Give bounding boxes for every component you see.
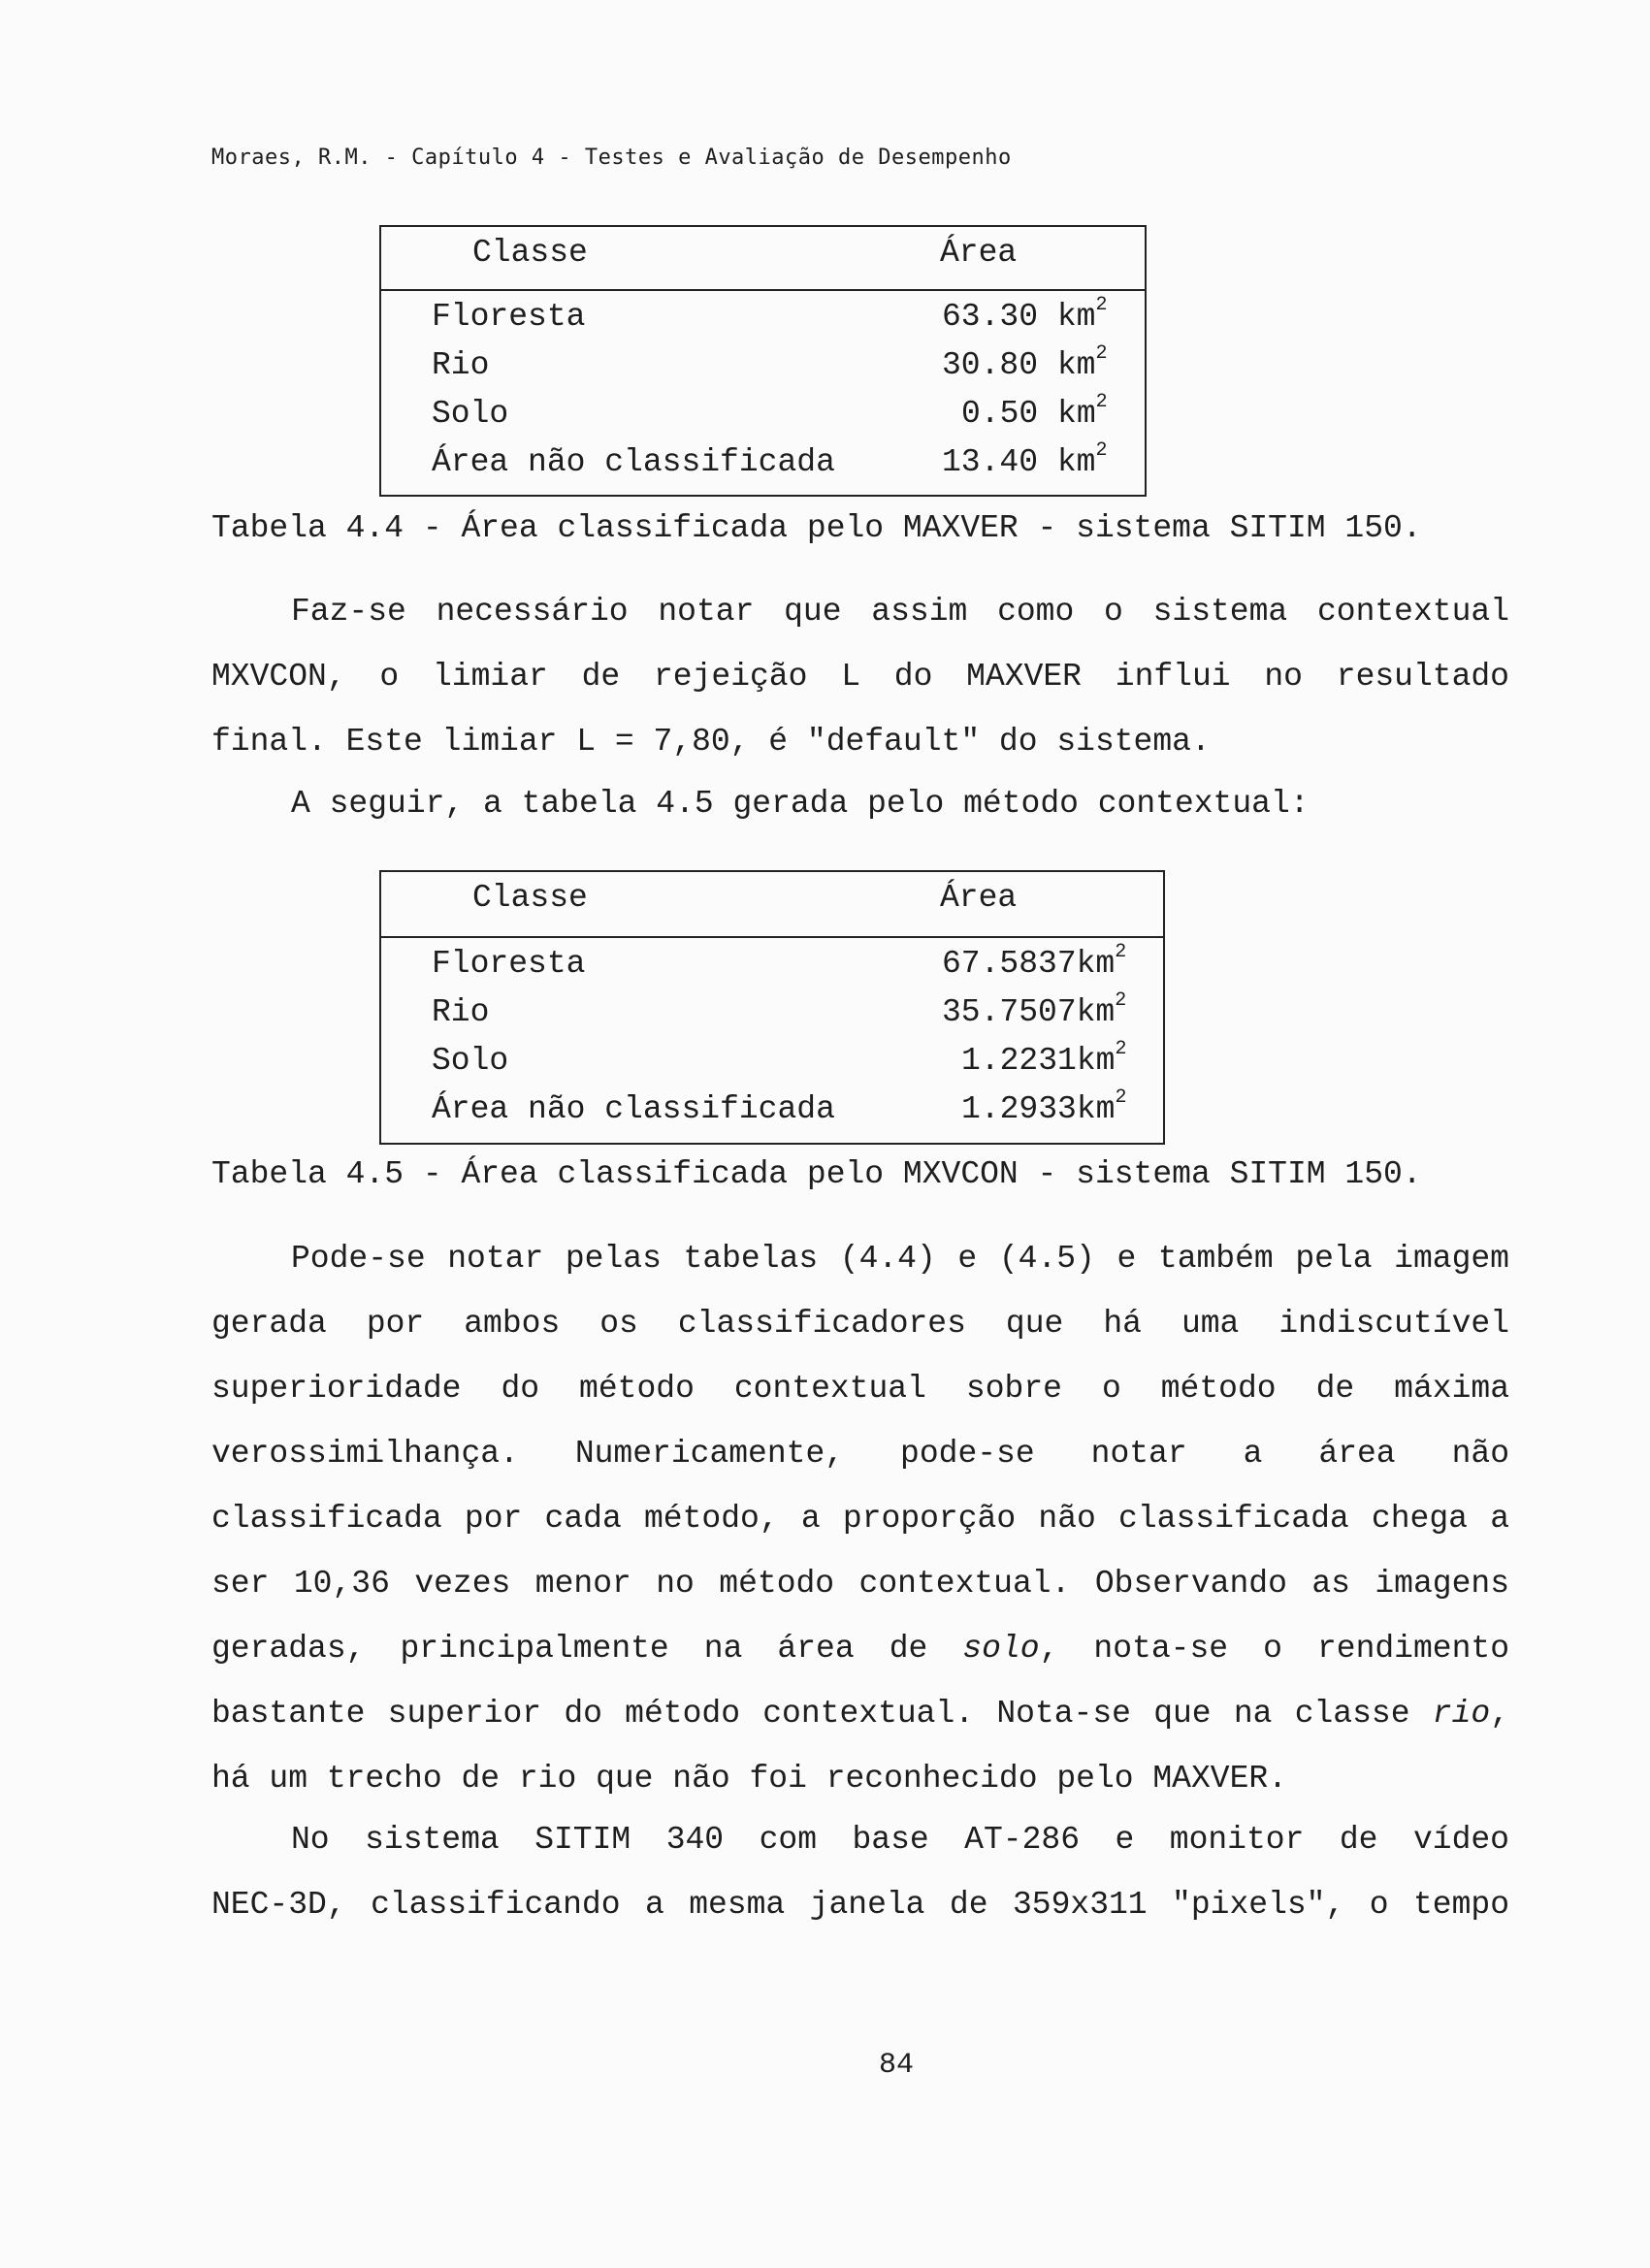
area-value [942, 294, 1108, 335]
area-unit: km [1056, 347, 1096, 383]
class-name: Área não classificada [432, 1091, 835, 1127]
table-4-5 [379, 870, 1165, 1145]
area-unit: km [1057, 396, 1096, 432]
text-line: Pode-se notar pelas tabelas (4.4) e (4.5) e também pela imagem [291, 1241, 1509, 1277]
table-row [381, 391, 1145, 444]
class-name: Solo [432, 396, 509, 432]
table-row [381, 1038, 1163, 1091]
text-segment: , [1490, 1696, 1509, 1732]
column-header-area: Área [940, 880, 1018, 916]
class-name: Solo [432, 1043, 509, 1079]
unit-exponent: 2 [1095, 439, 1108, 462]
paragraph [211, 1226, 1509, 1811]
text-line [211, 1616, 1509, 1681]
paragraph [211, 771, 1509, 836]
column-header-classe: Classe [472, 880, 588, 916]
class-name: Área não classificada [432, 444, 835, 480]
class-name: Rio [432, 994, 490, 1030]
class-name: Rio [432, 347, 490, 383]
text-line: gerada por ambos os classificadores que há uma indiscutível [211, 1306, 1509, 1342]
class-name: Floresta [432, 946, 586, 982]
area-number: 63.30 [942, 299, 1039, 335]
area-value [942, 342, 1108, 383]
text-line: há um trecho de rio que não foi reconhecido pelo MAXVER. [211, 1761, 1287, 1797]
area-unit: km [1076, 1091, 1116, 1127]
text-line: verossimilhança. Numericamente, pode-se notar a área não [211, 1436, 1509, 1472]
unit-exponent: 2 [1095, 391, 1108, 413]
unit-exponent: 2 [1115, 1086, 1127, 1109]
area-number: 1.2231 [961, 1043, 1077, 1079]
text-line: Faz-se necessário notar que assim como o sistema contextual [291, 594, 1509, 630]
area-number: 0.50 [961, 396, 1039, 432]
table-caption: Tabela 4.4 - Área classificada pelo MAXVER - sistema SITIM 150. [211, 510, 1422, 546]
paragraph [211, 1807, 1509, 1937]
text-line: classificada por cada método, a proporção não classificada chega a [211, 1501, 1509, 1537]
table-row [381, 941, 1163, 994]
table-row [381, 1086, 1163, 1140]
table-header [381, 227, 1145, 291]
unit-exponent: 2 [1115, 1038, 1127, 1060]
unit-exponent: 2 [1115, 941, 1127, 963]
class-name: Floresta [432, 299, 586, 335]
area-value [961, 1038, 1127, 1079]
text-segment: bastante superior do método contextual. Nota-se que na classe [211, 1696, 1433, 1732]
area-number: 35.7507 [942, 994, 1077, 1030]
text-line [211, 1681, 1509, 1746]
table-4-4 [379, 225, 1147, 497]
page-number: 84 [879, 2049, 915, 2082]
unit-exponent: 2 [1095, 342, 1108, 365]
table-caption: Tabela 4.5 - Área classificada pelo MXVCON - sistema SITIM 150. [211, 1156, 1422, 1192]
text-line: superioridade do método contextual sobre o método de máxima [211, 1371, 1509, 1407]
text-segment: geradas, principalmente na área de [211, 1631, 963, 1667]
area-value [942, 439, 1108, 480]
text-line: final. Este limiar L = 7,80, é "default" do sistema. [211, 724, 1211, 760]
table-row [381, 989, 1163, 1043]
text-line: ser 10,36 vezes menor no método contextual. Observando as imagens [211, 1566, 1509, 1602]
area-number: 30.80 [942, 347, 1039, 383]
area-number: 1.2933 [961, 1091, 1077, 1127]
area-unit: km [1056, 299, 1096, 335]
text-line: A seguir, a tabela 4.5 gerada pelo método contextual: [291, 786, 1310, 822]
text-line: NEC-3D, classificando a mesma janela de 359x311 "pixels", o tempo [211, 1887, 1509, 1923]
table-row [381, 342, 1145, 396]
area-unit: km [1076, 1043, 1116, 1079]
text-line: No sistema SITIM 340 com base AT-286 e monitor de vídeo [291, 1822, 1509, 1858]
running-header: Moraes, R.M. - Capítulo 4 - Testes e Avaliação de Desempenho [211, 146, 1012, 170]
column-header-classe: Classe [472, 235, 588, 271]
table-header [381, 872, 1163, 938]
area-unit: km [1076, 946, 1116, 982]
column-header-area: Área [940, 235, 1018, 271]
italic-term: rio [1432, 1696, 1491, 1732]
area-value [942, 941, 1127, 982]
area-number: 13.40 [942, 444, 1039, 480]
area-unit: km [1076, 994, 1116, 1030]
area-value [961, 391, 1108, 432]
area-value [942, 989, 1127, 1030]
unit-exponent: 2 [1095, 294, 1108, 316]
text-segment: , nota-se o rendimento [1039, 1631, 1509, 1667]
area-unit: km [1056, 444, 1096, 480]
table-row [381, 439, 1145, 493]
italic-term: solo [962, 1631, 1040, 1667]
table-row [381, 294, 1145, 347]
paragraph [211, 579, 1509, 774]
text-line: MXVCON, o limiar de rejeição L do MAXVER influi no resultado [211, 659, 1509, 695]
unit-exponent: 2 [1115, 989, 1127, 1012]
area-value [961, 1086, 1127, 1127]
area-number: 67.5837 [942, 946, 1077, 982]
